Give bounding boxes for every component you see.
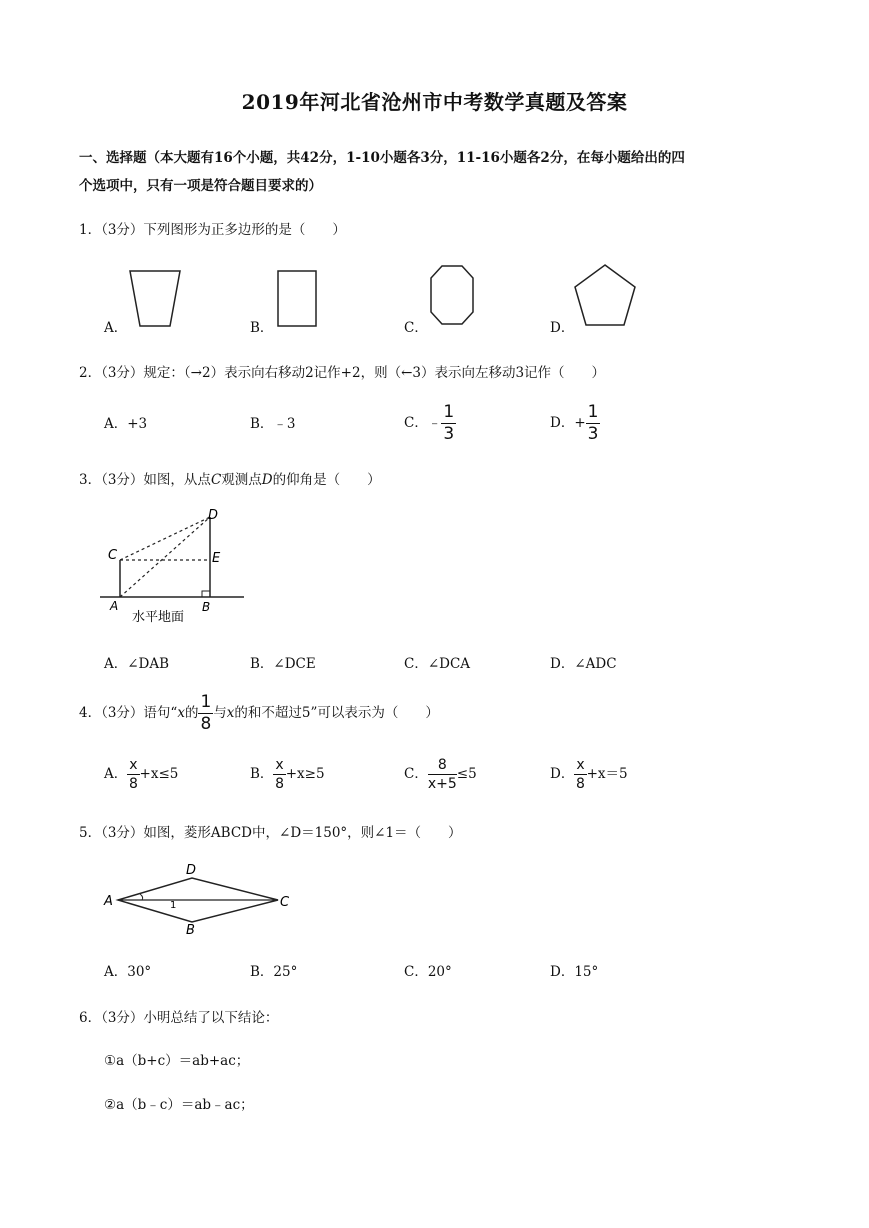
- question-1-stem: 1．（3分）下列图形为正多边形的是（ ）: [79, 222, 346, 238]
- fig3-ground-label: 水平地面: [132, 610, 185, 625]
- q2-option-d-label: D．: [550, 415, 575, 431]
- q4-option-b: B． $\frac{x}{8}$ +x≥5: [250, 757, 325, 792]
- fig5-angle-label: 1: [170, 900, 177, 911]
- q3-option-a: A．∠DAB: [104, 656, 170, 672]
- elevation-angle-figure: [98, 505, 248, 630]
- fig3-label-a: A: [110, 599, 119, 613]
- question-3-stem: 3．（3分）如图，从点C观测点D的仰角是（ ）: [79, 472, 381, 488]
- q3-option-b: B．∠DCE: [250, 656, 316, 672]
- rectangle-figure: [275, 268, 320, 330]
- q4-option-a: A． $\frac{x}{8}$ +x≤5: [104, 757, 179, 792]
- q2-option-c: [404, 404, 456, 443]
- q2-option-b: B．﹣3: [250, 416, 296, 432]
- fig5-label-b: B: [186, 923, 195, 938]
- question-2-stem: 2．（3分）规定：（→2）表示向右移动2记作+2，则（←3）表示向左移动3记作（ ）: [79, 365, 606, 381]
- pentagon-figure: [572, 262, 638, 330]
- q1-option-b-label: B．: [250, 320, 274, 336]
- q5-option-a: A．30°: [104, 964, 152, 980]
- q1-option-a-label: A．: [104, 320, 128, 336]
- q1-option-d-label: D．: [550, 320, 575, 336]
- trapezoid-figure: [125, 266, 185, 330]
- q2-option-c-label: C．: [404, 415, 428, 431]
- q3-option-d: D．∠ADC: [550, 656, 617, 672]
- q4-option-d: D． $\frac{x}{8}$ +x＝5: [550, 757, 628, 792]
- q2-option-c-fraction: $\frac{1}{3}$: [443, 402, 455, 444]
- question-6-stem: 6．（3分）小明总结了以下结论：: [79, 1010, 279, 1026]
- q2-option-d-fraction: $\frac{1}{3}$: [587, 402, 599, 444]
- q6-conclusion-1: ①a（b+c）＝ab+ac；: [104, 1053, 250, 1069]
- fig5-label-c: C: [280, 895, 290, 910]
- fig3-label-b: B: [202, 600, 211, 614]
- question-4-stem: 4．（3分）语句“x的 $\frac{1}{8}$ 与x的和不超过5”可以表示为（ ）: [79, 692, 439, 734]
- q4-stem-fraction: $\frac{1}{8}$: [200, 692, 212, 734]
- q5-option-b: B．25°: [250, 964, 298, 980]
- q1-option-c-label: C．: [404, 320, 428, 336]
- question-5-stem: 5．（3分）如图，菱形ABCD中，∠D＝150°，则∠1＝（ ）: [79, 825, 462, 841]
- q4-option-c: C． $\frac{8}{x+5}$ ≤5: [404, 757, 477, 792]
- q5-option-c: C．20°: [404, 964, 452, 980]
- page-title: 2019年河北省沧州市中考数学真题及答案: [241, 90, 628, 114]
- q2-option-a: A．+3: [104, 416, 148, 432]
- section-heading-line2: 个选项中，只有一项是符合题目要求的）: [79, 178, 322, 194]
- q5-option-d: D．15°: [550, 964, 599, 980]
- q2-option-d-sign: +: [574, 415, 586, 431]
- section-heading-line1: 一、选择题（本大题有16个小题，共42分，1-10小题各3分，11-16小题各2分，在每小题给出的四: [79, 150, 685, 166]
- fig3-label-d: D: [208, 508, 219, 523]
- fig5-label-d: D: [186, 863, 197, 878]
- q2-option-c-sign: ﹣: [427, 415, 442, 431]
- q3-option-c: C．∠DCA: [404, 656, 471, 672]
- fig3-label-c: C: [108, 548, 118, 563]
- fig5-label-a: A: [104, 894, 113, 909]
- rhombus-figure: [100, 858, 300, 938]
- q2-option-d: [550, 404, 600, 443]
- q6-conclusion-2: ②a（b﹣c）＝ab﹣ac；: [104, 1097, 254, 1113]
- fig3-label-e: E: [212, 551, 221, 566]
- octagon-figure: [427, 262, 477, 328]
